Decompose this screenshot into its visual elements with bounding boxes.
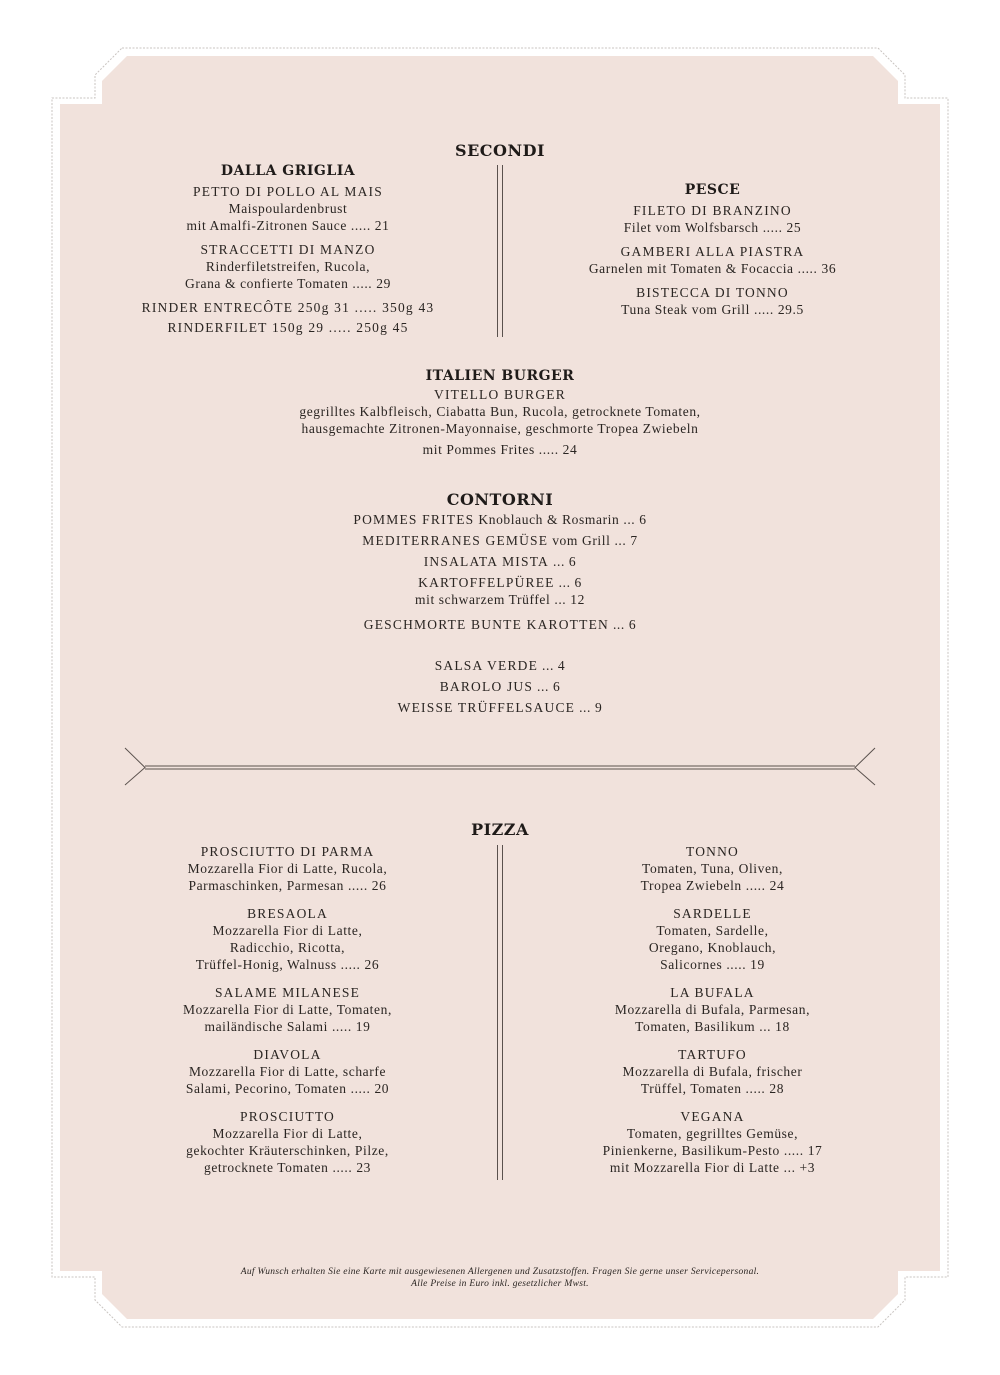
item-title: LA BUFALA [670,985,755,1000]
item-description: Rinderfiletstreifen, Rucola, [205,259,371,274]
contorni-item-detail: ... 6 [554,575,582,590]
pizza-item [115,1046,460,1097]
item-description: Grana & confierte Tomaten ..... 29 [185,276,391,291]
sauce-item [200,657,800,674]
item-title: GAMBERI ALLA PIASTRA [620,244,805,259]
footer-note [110,1266,890,1290]
item-description: Tuna Steak vom Grill ..... 29.5 [621,302,804,317]
sauce-item-name: BAROLO JUS [439,679,534,694]
allergen-note: Auf Wunsch erhalten Sie eine Karte mit ausgewiesenen Allergenen und Zusatzstoffen. Fragen Sie gerne unser Servicepersonal. [240,1267,760,1277]
pizza-item [540,984,885,1035]
pesce-heading: PESCE [684,182,741,198]
item-description: Mozzarella Fior di Latte, Tomaten, [183,1002,392,1017]
pizza-item [540,1108,885,1176]
rinderfilet-price-line: RINDERFILET 150g 29 ..... 250g 45 [167,320,409,335]
sauce-item-price: ... 4 [538,658,566,673]
pesce-item [540,284,885,318]
item-description: Tomaten, gegrilltes Gemüse, [626,1126,799,1141]
item-title: BRESAOLA [247,906,328,921]
item-description: Salami, Pecorino, Tomaten ..... 20 [185,1081,390,1096]
pizza-item [115,843,460,894]
pizza-item [115,905,460,973]
secondi-heading: SECONDI [455,141,545,160]
item-description: mit Mozzarella Fior di Latte ... +3 [609,1160,816,1175]
griglia-item [110,183,466,234]
price-note: Alle Preise in Euro inkl. gesetzlicher Mwst. [411,1279,589,1289]
truffle-option: mit schwarzem Trüffel ... 12 [415,592,585,607]
item-description: Parmaschinken, Parmesan ..... 26 [188,878,387,893]
sauce-item [200,699,800,716]
griglia-heading: DALLA GRIGLIA [220,163,356,179]
contorni-heading: CONTORNI [446,490,554,509]
item-description: Oregano, Knoblauch, [648,940,777,955]
item-title: FILETO DI BRANZINO [633,203,792,218]
item-description: Garnelen mit Tomaten & Focaccia ..... 36 [588,261,837,276]
pizza-item [115,984,460,1035]
item-description: Trüffel, Tomaten ..... 28 [640,1081,785,1096]
contorni-item-name: MEDITERRANES GEMÜSE [362,533,549,548]
burger-description: hausgemachte Zitronen-Mayonnaise, geschmorte Tropea Zwiebeln [301,421,699,436]
contorni-item [200,511,800,528]
item-description: Mozzarella Fior di Latte, Rucola, [187,861,388,876]
pizza-left-column [115,843,460,1187]
pesce-item [540,243,885,277]
item-description: Mozzarella Fior di Latte, scharfe [188,1064,387,1079]
contorni-item-detail: Knoblauch & Rosmarin ... 6 [474,512,647,527]
pizza-item [115,1108,460,1176]
item-description: Tomaten, Sardelle, [656,923,769,938]
item-description: Mozzarella di Bufala, frischer [622,1064,803,1079]
item-description: Pinienkerne, Basilikum-Pesto ..... 17 [602,1143,823,1158]
pizza-item [540,1046,885,1097]
item-description: Mozzarella di Bufala, Parmesan, [614,1002,811,1017]
contorni-item-name: POMMES FRITES [353,512,475,527]
sauce-item-name: WEISSE TRÜFFELSAUCE [397,700,576,715]
item-title: SARDELLE [673,906,752,921]
burger-price-line: mit Pommes Frites ..... 24 [422,442,578,457]
contorni-item [200,616,800,633]
item-description: mailändische Salami ..... 19 [204,1019,371,1034]
contorni-item [200,553,800,570]
sauce-item [200,678,800,695]
contorni-item-detail: ... 6 [549,554,577,569]
item-description: mit Amalfi-Zitronen Sauce ..... 21 [186,218,390,233]
pesce-column [540,182,885,325]
item-description: Mozzarella Fior di Latte, [212,923,363,938]
item-description: getrocknete Tomaten ..... 23 [203,1160,372,1175]
item-title: BISTECCA DI TONNO [636,285,789,300]
contorni-item-name: KARTOFFELPÜREE [418,575,555,590]
sauce-item-name: SALSA VERDE [434,658,539,673]
item-description: Mozzarella Fior di Latte, [212,1126,363,1141]
contorni-item-name: INSALATA MISTA [423,554,550,569]
pizza-heading: PIZZA [471,820,529,839]
burger-heading: ITALIEN BURGER [425,368,575,384]
sauce-item-price: ... 6 [533,679,561,694]
item-description: Maispoulardenbrust [228,201,348,216]
item-description: Tropea Zwiebeln ..... 24 [640,878,785,893]
pizza-right-column [540,843,885,1187]
entrecote-price-line: RINDER ENTRECÔTE 250g 31 ..... 350g 43 [141,300,435,315]
item-description: Filet vom Wolfsbarsch ..... 25 [623,220,802,235]
burger-description: gegrilltes Kalbfleisch, Ciabatta Bun, Rucola, getrocknete Tomaten, [299,404,701,419]
burger-item-title: VITELLO BURGER [434,387,566,402]
item-description: Tomaten, Basilikum ... 18 [635,1019,790,1034]
contorni-item-detail: ... 6 [608,617,637,632]
item-description: Radicchio, Ricotta, [229,940,346,955]
pesce-item [540,202,885,236]
item-title: TONNO [686,844,739,859]
griglia-item [110,241,466,292]
sauce-item-price: ... 9 [575,700,603,715]
item-title: DIAVOLA [253,1047,322,1062]
item-description: Tomaten, Tuna, Oliven, [642,861,783,876]
griglia-column [110,163,466,336]
item-description: Salicornes ..... 19 [660,957,765,972]
item-title: PETTO DI POLLO AL MAIS [193,184,383,199]
contorni-item-detail: vom Grill ... 7 [548,533,638,548]
pizza-item [540,905,885,973]
contorni-section [200,490,800,716]
item-title: STRACCETTI DI MANZO [200,242,376,257]
pizza-column-divider [497,845,503,1180]
item-description: Trüffel-Honig, Walnuss ..... 26 [195,957,380,972]
item-title: VEGANA [680,1109,745,1124]
item-title: TARTUFO [678,1047,747,1062]
burger-section [200,368,800,458]
contorni-item [200,574,800,591]
item-title: PROSCIUTTO [239,1109,336,1124]
contorni-item [200,532,800,549]
item-title: SALAME MILANESE [214,985,361,1000]
item-description: gekochter Kräuterschinken, Pilze, [186,1143,389,1158]
secondi-column-divider [497,165,503,337]
pizza-item [540,843,885,894]
item-title: PROSCIUTTO DI PARMA [200,844,375,859]
contorni-item-name: GESCHMORTE BUNTE KAROTTEN [363,617,609,632]
